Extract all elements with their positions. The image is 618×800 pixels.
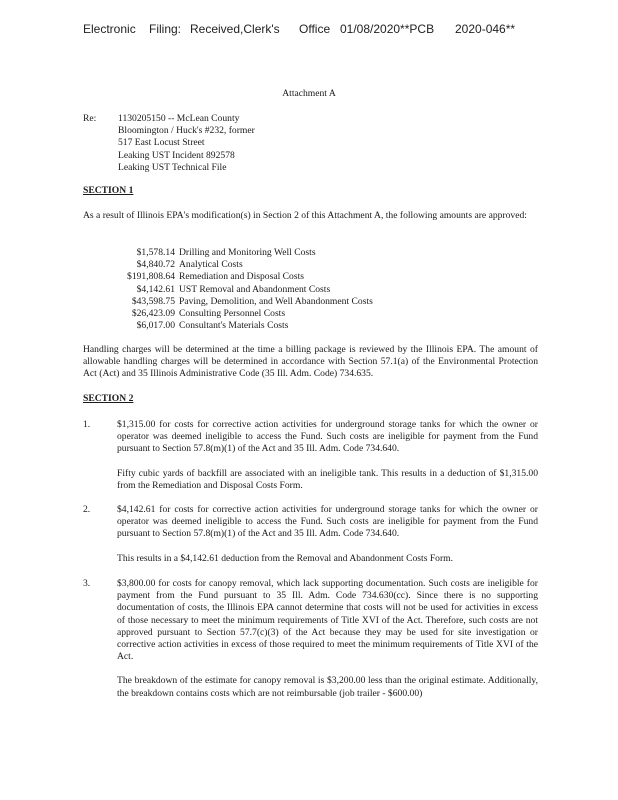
re-line: 1130205150 -- McLean County (118, 113, 240, 124)
amount-description: UST Removal and Abandonment Costs (179, 283, 331, 295)
item-paragraph: $1,315.00 for costs for corrective action activities for underground storage tanks for which the owner or operator was deemed ineligible to access the Fund. Such costs are ineligible for payment from the Fund pursuant to Section 57.8(m)(1) of the Act and 35 Ill. Adm. Code 734.640. (117, 419, 538, 455)
item-number: 1. (83, 419, 91, 430)
amount-description: Remediation and Disposal Costs (179, 271, 304, 283)
amount-description: Paving, Demolition, and Well Abandonment Costs (179, 295, 373, 307)
amount-description: Analytical Costs (179, 259, 243, 271)
item-paragraph: Fifty cubic yards of backfill are associated with an ineligible tank. This results in a deduction of $1,315.00 from the Remediation and Disposal Costs Form. (117, 467, 538, 491)
item-paragraph: $4,142.61 for costs for corrective action activities for underground storage tanks for which the owner or operator was deemed ineligible to access the Fund. Such costs are ineligible for payment from the Fund pursuant to Section 57.8(m)(1) of the Act and 35 Ill. Adm. Code 734.640. (117, 504, 538, 540)
deduction-item-1 (83, 419, 538, 504)
re-line: Leaking UST Technical File (118, 161, 227, 173)
deduction-item-2 (83, 504, 538, 577)
amount-row (83, 271, 373, 283)
re-block (118, 113, 255, 174)
amount-description: Consulting Personnel Costs (179, 308, 286, 320)
amount-value: $1,578.14 (136, 247, 175, 258)
filing-stamp-header (0, 22, 618, 38)
amount-value: $6,017.00 (136, 320, 175, 332)
amount-value: $43,598.75 (131, 295, 175, 307)
section-1-heading: SECTION 1 (83, 185, 134, 196)
amount-row (83, 296, 373, 308)
header-word-electronic: Electronic (83, 22, 136, 36)
section-1-intro: As a result of Illinois EPA's modification(s) in Section 2 of this Attachment A, the following amounts are approved: (83, 210, 527, 221)
header-word-received: Received,Clerk's (190, 22, 280, 36)
amount-description: Drilling and Monitoring Well Costs (179, 247, 316, 258)
amount-description: Consultant's Materials Costs (179, 320, 289, 332)
section-2-heading: SECTION 2 (83, 393, 134, 404)
amount-row (83, 284, 373, 296)
header-word-filing: Filing: (149, 22, 182, 36)
re-line: Bloomington / Huck's #232, former (118, 125, 255, 137)
approved-amounts-table (83, 247, 373, 332)
handling-charges-paragraph: Handling charges will be determined at the time a billing package is reviewed by the Illinois EPA. The amount of allowable handling charges will be determined in accordance with Section 57.1(a) of the Environmental Protection Act (Act) and 35 Illinois Administrative Code (35 Ill. Adm. Code) 734.635. (83, 344, 538, 380)
item-paragraph: This results in a $4,142.61 deduction from the Removal and Abandonment Costs Form. (117, 552, 454, 564)
amount-value: $191,808.64 (127, 271, 175, 283)
re-line: Leaking UST Incident 892578 (118, 149, 235, 161)
amount-value: $4,840.72 (136, 259, 175, 271)
item-number: 3. (83, 578, 91, 589)
amount-row (83, 308, 373, 320)
header-filing-date: 01/08/2020**PCB (340, 22, 435, 36)
header-docket-number: 2020-046** (455, 22, 516, 36)
page-title: Attachment A (282, 88, 336, 99)
re-line: 517 East Locust Street (118, 137, 205, 149)
item-number: 2. (83, 504, 91, 515)
amount-row (83, 259, 373, 271)
header-word-office: Office (299, 22, 331, 36)
item-paragraph: $3,800.00 for costs for canopy removal, which lack supporting documentation. Such costs are ineligible for payment from the Fund pursuant to 35 Ill. Adm. Code 734.630(cc). Since there is no supporting documentation of costs, the Illinois EPA cannot determine that costs will not be used for activities in excess of those necessary to meet the minimum requirements of Title XVI of the Act. Therefore, such costs are not approved pursuant to Section 57.7(c)(3) of the Act because they may be used for site investigation or corrective action activities in excess of those required to meet the minimum requirements of Title XVI of the Act. (117, 578, 538, 663)
re-label: Re: (83, 113, 97, 124)
amount-value: $26,423.09 (131, 308, 175, 320)
item-paragraph: The breakdown of the estimate for canopy removal is $3,200.00 less than the original estimate. Additionally, the breakdown contains costs which are not reimbursable (job trailer - $600.00) (117, 675, 538, 699)
deduction-item-3 (83, 578, 538, 712)
amount-value: $4,142.61 (136, 283, 175, 295)
amount-row (83, 247, 373, 259)
amount-row (83, 320, 373, 332)
